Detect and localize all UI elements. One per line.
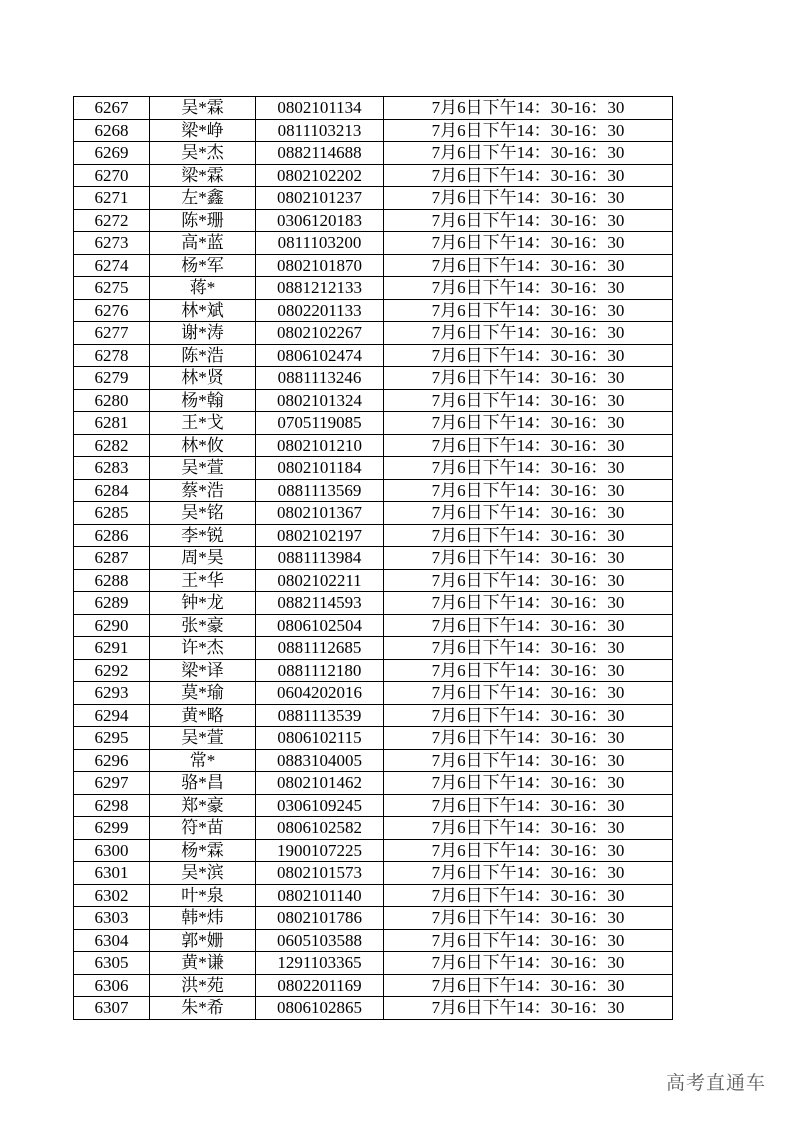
candidate-id-cell: 0604202016 — [256, 682, 384, 705]
candidate-name-cell: 梁*霖 — [150, 164, 256, 187]
exam-time-cell: 7月6日下午14：30-16：30 — [384, 817, 673, 840]
table-row — [74, 907, 673, 930]
exam-time-cell: 7月6日下午14：30-16：30 — [384, 952, 673, 975]
table-row — [74, 727, 673, 750]
candidate-id-cell: 0802101573 — [256, 862, 384, 885]
seq-number-cell: 6279 — [74, 367, 150, 390]
candidate-name-cell: 吴*滨 — [150, 862, 256, 885]
exam-time-cell: 7月6日下午14：30-16：30 — [384, 592, 673, 615]
candidate-id-cell: 0881113984 — [256, 547, 384, 570]
candidate-name-cell: 林*攸 — [150, 434, 256, 457]
exam-time-cell: 7月6日下午14：30-16：30 — [384, 614, 673, 637]
candidate-id-cell: 0802102211 — [256, 569, 384, 592]
table-row — [74, 794, 673, 817]
exam-time-cell: 7月6日下午14：30-16：30 — [384, 389, 673, 412]
candidate-id-cell: 0806102115 — [256, 727, 384, 750]
table-row — [74, 569, 673, 592]
table-row — [74, 884, 673, 907]
candidate-name-cell: 梁*译 — [150, 659, 256, 682]
exam-time-cell: 7月6日下午14：30-16：30 — [384, 367, 673, 390]
seq-number-cell: 6290 — [74, 614, 150, 637]
candidate-id-cell: 0881112180 — [256, 659, 384, 682]
seq-number-cell: 6275 — [74, 277, 150, 300]
table-row — [74, 479, 673, 502]
candidate-name-cell: 黄*略 — [150, 704, 256, 727]
seq-number-cell: 6307 — [74, 997, 150, 1020]
candidate-id-cell: 0882114593 — [256, 592, 384, 615]
exam-time-cell: 7月6日下午14：30-16：30 — [384, 254, 673, 277]
table-row — [74, 457, 673, 480]
table-row — [74, 254, 673, 277]
candidate-id-cell: 0802101367 — [256, 502, 384, 525]
exam-time-cell: 7月6日下午14：30-16：30 — [384, 479, 673, 502]
exam-time-cell: 7月6日下午14：30-16：30 — [384, 97, 673, 120]
seq-number-cell: 6282 — [74, 434, 150, 457]
candidate-name-cell: 李*锐 — [150, 524, 256, 547]
candidate-id-cell: 0802101786 — [256, 907, 384, 930]
table-row — [74, 187, 673, 210]
candidate-id-cell: 0802201169 — [256, 974, 384, 997]
seq-number-cell: 6301 — [74, 862, 150, 885]
candidate-name-cell: 朱*希 — [150, 997, 256, 1020]
candidate-id-cell: 0811103200 — [256, 232, 384, 255]
exam-time-cell: 7月6日下午14：30-16：30 — [384, 277, 673, 300]
exam-time-cell: 7月6日下午14：30-16：30 — [384, 997, 673, 1020]
candidate-id-cell: 0802102202 — [256, 164, 384, 187]
table-row — [74, 659, 673, 682]
candidate-name-cell: 蒋* — [150, 277, 256, 300]
table-row — [74, 997, 673, 1020]
seq-number-cell: 6283 — [74, 457, 150, 480]
table-row — [74, 614, 673, 637]
table-row — [74, 97, 673, 120]
table-row — [74, 952, 673, 975]
candidate-id-cell: 0306120183 — [256, 209, 384, 232]
exam-time-cell: 7月6日下午14：30-16：30 — [384, 142, 673, 165]
seq-number-cell: 6298 — [74, 794, 150, 817]
table-row — [74, 322, 673, 345]
candidate-name-cell: 许*杰 — [150, 637, 256, 660]
table-row — [74, 412, 673, 435]
exam-time-cell: 7月6日下午14：30-16：30 — [384, 727, 673, 750]
exam-time-cell: 7月6日下午14：30-16：30 — [384, 637, 673, 660]
candidate-id-cell: 0802101870 — [256, 254, 384, 277]
seq-number-cell: 6288 — [74, 569, 150, 592]
exam-time-cell: 7月6日下午14：30-16：30 — [384, 929, 673, 952]
candidate-name-cell: 左*鑫 — [150, 187, 256, 210]
candidate-id-cell: 1291103365 — [256, 952, 384, 975]
exam-time-cell: 7月6日下午14：30-16：30 — [384, 839, 673, 862]
table-row — [74, 524, 673, 547]
candidate-id-cell: 0802101184 — [256, 457, 384, 480]
table-row — [74, 749, 673, 772]
exam-time-cell: 7月6日下午14：30-16：30 — [384, 299, 673, 322]
candidate-name-cell: 吴*萱 — [150, 727, 256, 750]
candidate-id-cell: 0881113246 — [256, 367, 384, 390]
candidate-id-cell: 1900107225 — [256, 839, 384, 862]
seq-number-cell: 6305 — [74, 952, 150, 975]
candidate-id-cell: 0882114688 — [256, 142, 384, 165]
seq-number-cell: 6295 — [74, 727, 150, 750]
exam-time-cell: 7月6日下午14：30-16：30 — [384, 907, 673, 930]
table-row — [74, 862, 673, 885]
seq-number-cell: 6287 — [74, 547, 150, 570]
table-row — [74, 232, 673, 255]
seq-number-cell: 6281 — [74, 412, 150, 435]
seq-number-cell: 6294 — [74, 704, 150, 727]
seq-number-cell: 6286 — [74, 524, 150, 547]
seq-number-cell: 6268 — [74, 119, 150, 142]
table-row — [74, 389, 673, 412]
candidate-id-cell: 0881113569 — [256, 479, 384, 502]
exam-time-cell: 7月6日下午14：30-16：30 — [384, 209, 673, 232]
watermark-text: 高考直通车 — [665, 1072, 766, 1094]
seq-number-cell: 6303 — [74, 907, 150, 930]
exam-time-cell: 7月6日下午14：30-16：30 — [384, 794, 673, 817]
table-row — [74, 142, 673, 165]
candidate-id-cell: 0802101210 — [256, 434, 384, 457]
candidate-name-cell: 张*豪 — [150, 614, 256, 637]
candidate-id-cell: 0802101237 — [256, 187, 384, 210]
candidate-name-cell: 梁*峥 — [150, 119, 256, 142]
table-row — [74, 682, 673, 705]
table-row — [74, 299, 673, 322]
seq-number-cell: 6284 — [74, 479, 150, 502]
candidate-name-cell: 陈*浩 — [150, 344, 256, 367]
exam-time-cell: 7月6日下午14：30-16：30 — [384, 164, 673, 187]
candidate-name-cell: 谢*涛 — [150, 322, 256, 345]
candidate-name-cell: 洪*苑 — [150, 974, 256, 997]
exam-schedule-table — [73, 96, 673, 1020]
exam-time-cell: 7月6日下午14：30-16：30 — [384, 749, 673, 772]
exam-time-cell: 7月6日下午14：30-16：30 — [384, 434, 673, 457]
table-row — [74, 344, 673, 367]
candidate-name-cell: 吴*铭 — [150, 502, 256, 525]
seq-number-cell: 6274 — [74, 254, 150, 277]
seq-number-cell: 6304 — [74, 929, 150, 952]
exam-time-cell: 7月6日下午14：30-16：30 — [384, 547, 673, 570]
seq-number-cell: 6293 — [74, 682, 150, 705]
candidate-id-cell: 0802101134 — [256, 97, 384, 120]
exam-time-cell: 7月6日下午14：30-16：30 — [384, 772, 673, 795]
candidate-name-cell: 叶*泉 — [150, 884, 256, 907]
candidate-id-cell: 0605103588 — [256, 929, 384, 952]
candidate-name-cell: 郑*豪 — [150, 794, 256, 817]
candidate-id-cell: 0802102197 — [256, 524, 384, 547]
candidate-name-cell: 王*戈 — [150, 412, 256, 435]
exam-time-cell: 7月6日下午14：30-16：30 — [384, 682, 673, 705]
candidate-id-cell: 0705119085 — [256, 412, 384, 435]
candidate-name-cell: 吴*霖 — [150, 97, 256, 120]
candidate-id-cell: 0881113539 — [256, 704, 384, 727]
candidate-id-cell: 0806102504 — [256, 614, 384, 637]
table-row — [74, 929, 673, 952]
candidate-name-cell: 吴*萱 — [150, 457, 256, 480]
exam-time-cell: 7月6日下午14：30-16：30 — [384, 412, 673, 435]
seq-number-cell: 6270 — [74, 164, 150, 187]
candidate-id-cell: 0802102267 — [256, 322, 384, 345]
candidate-id-cell: 0802101462 — [256, 772, 384, 795]
candidate-id-cell: 0811103213 — [256, 119, 384, 142]
seq-number-cell: 6306 — [74, 974, 150, 997]
candidate-name-cell: 吴*杰 — [150, 142, 256, 165]
candidate-id-cell: 0806102474 — [256, 344, 384, 367]
candidate-name-cell: 黄*谦 — [150, 952, 256, 975]
table-row — [74, 974, 673, 997]
table-row — [74, 704, 673, 727]
candidate-name-cell: 林*斌 — [150, 299, 256, 322]
seq-number-cell: 6278 — [74, 344, 150, 367]
candidate-name-cell: 王*华 — [150, 569, 256, 592]
candidate-name-cell: 莫*瑜 — [150, 682, 256, 705]
candidate-id-cell: 0881212133 — [256, 277, 384, 300]
seq-number-cell: 6273 — [74, 232, 150, 255]
seq-number-cell: 6291 — [74, 637, 150, 660]
candidate-name-cell: 周*昊 — [150, 547, 256, 570]
seq-number-cell: 6289 — [74, 592, 150, 615]
candidate-id-cell: 0802201133 — [256, 299, 384, 322]
table-row — [74, 592, 673, 615]
exam-time-cell: 7月6日下午14：30-16：30 — [384, 569, 673, 592]
seq-number-cell: 6271 — [74, 187, 150, 210]
candidate-name-cell: 杨*军 — [150, 254, 256, 277]
exam-time-cell: 7月6日下午14：30-16：30 — [384, 862, 673, 885]
exam-time-cell: 7月6日下午14：30-16：30 — [384, 232, 673, 255]
candidate-name-cell: 常* — [150, 749, 256, 772]
seq-number-cell: 6267 — [74, 97, 150, 120]
table-row — [74, 209, 673, 232]
exam-time-cell: 7月6日下午14：30-16：30 — [384, 659, 673, 682]
seq-number-cell: 6285 — [74, 502, 150, 525]
candidate-id-cell: 0306109245 — [256, 794, 384, 817]
table-row — [74, 839, 673, 862]
table-body — [74, 97, 673, 1020]
seq-number-cell: 6277 — [74, 322, 150, 345]
candidate-name-cell: 林*贤 — [150, 367, 256, 390]
exam-time-cell: 7月6日下午14：30-16：30 — [384, 974, 673, 997]
table-row — [74, 547, 673, 570]
candidate-name-cell: 高*蓝 — [150, 232, 256, 255]
exam-time-cell: 7月6日下午14：30-16：30 — [384, 344, 673, 367]
table-row — [74, 502, 673, 525]
candidate-name-cell: 杨*霖 — [150, 839, 256, 862]
candidate-name-cell: 杨*翰 — [150, 389, 256, 412]
seq-number-cell: 6300 — [74, 839, 150, 862]
seq-number-cell: 6269 — [74, 142, 150, 165]
exam-time-cell: 7月6日下午14：30-16：30 — [384, 704, 673, 727]
candidate-id-cell: 0883104005 — [256, 749, 384, 772]
candidate-name-cell: 符*苗 — [150, 817, 256, 840]
candidate-id-cell: 0881112685 — [256, 637, 384, 660]
seq-number-cell: 6292 — [74, 659, 150, 682]
seq-number-cell: 6276 — [74, 299, 150, 322]
exam-time-cell: 7月6日下午14：30-16：30 — [384, 457, 673, 480]
table-row — [74, 277, 673, 300]
exam-time-cell: 7月6日下午14：30-16：30 — [384, 119, 673, 142]
seq-number-cell: 6296 — [74, 749, 150, 772]
table-row — [74, 637, 673, 660]
candidate-id-cell: 0802101140 — [256, 884, 384, 907]
candidate-name-cell: 骆*昌 — [150, 772, 256, 795]
candidate-name-cell: 蔡*浩 — [150, 479, 256, 502]
table-row — [74, 164, 673, 187]
candidate-name-cell: 陈*珊 — [150, 209, 256, 232]
exam-time-cell: 7月6日下午14：30-16：30 — [384, 884, 673, 907]
table-row — [74, 119, 673, 142]
table-row — [74, 772, 673, 795]
table-row — [74, 817, 673, 840]
seq-number-cell: 6272 — [74, 209, 150, 232]
exam-time-cell: 7月6日下午14：30-16：30 — [384, 187, 673, 210]
seq-number-cell: 6299 — [74, 817, 150, 840]
table-row — [74, 367, 673, 390]
seq-number-cell: 6280 — [74, 389, 150, 412]
candidate-name-cell: 韩*炜 — [150, 907, 256, 930]
exam-time-cell: 7月6日下午14：30-16：30 — [384, 322, 673, 345]
exam-time-cell: 7月6日下午14：30-16：30 — [384, 524, 673, 547]
candidate-name-cell: 钟*龙 — [150, 592, 256, 615]
candidate-name-cell: 郭*姗 — [150, 929, 256, 952]
candidate-id-cell: 0806102582 — [256, 817, 384, 840]
candidate-id-cell: 0806102865 — [256, 997, 384, 1020]
seq-number-cell: 6297 — [74, 772, 150, 795]
seq-number-cell: 6302 — [74, 884, 150, 907]
exam-time-cell: 7月6日下午14：30-16：30 — [384, 502, 673, 525]
table-row — [74, 434, 673, 457]
candidate-id-cell: 0802101324 — [256, 389, 384, 412]
